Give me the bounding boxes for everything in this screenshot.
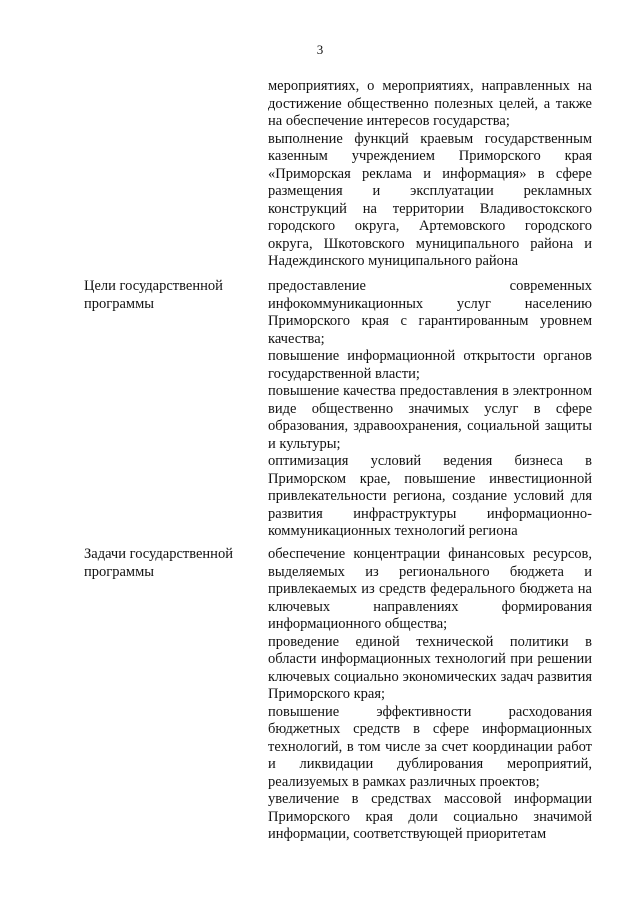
- row-content: [268, 78, 592, 271]
- row-content: [268, 546, 592, 844]
- content-paragraph: выполнение функций краевым государственным казенным учреждением Приморского края «Приморская реклама и информация» в сфере размещения и эксплуатации рекламных конструкций на территории Владивостокского городского округа, Артемовского городского округа, Шкотовского муниципального района и Надеждинского муниципального района: [268, 130, 592, 269]
- content-paragraph: обеспечение концентрации финансовых ресурсов, выделяемых из регионального бюджета и привлекаемых из средств федерального бюджета на ключевых направлениях формирования информационного общества;: [268, 546, 592, 632]
- content-paragraph: увеличение в средствах массовой информации Приморского края доли социально значимой информации, соответствующей приоритетам: [268, 791, 592, 842]
- page-number: 3: [316, 42, 324, 57]
- content-paragraph: повышение качества предоставления в электронном виде общественно значимых услуг в сфере образования, здравоохранения, социальной защиты и культуры;: [268, 383, 592, 452]
- row-content: [268, 278, 592, 541]
- content-paragraph: мероприятиях, о мероприятиях, направленных на достижение общественно полезных целей, а также на обеспечение интересов государства;: [268, 78, 592, 129]
- content-paragraph: повышение информационной открытости органов государственной власти;: [268, 348, 592, 382]
- row-label: Цели государственной программы: [84, 278, 223, 312]
- row-label: Задачи государственной программы: [84, 546, 233, 580]
- content-paragraph: предоставление современных инфокоммуникационных услуг населению Приморского края с гарантированным уровнем качества;: [268, 278, 592, 347]
- content-paragraph: повышение эффективности расходования бюджетных средств в сфере информационных технологий, в том числе за счет координации работ и ликвидации дублирования мероприятий, реализуемых в рамках различных проектов;: [268, 703, 592, 790]
- content-paragraph: проведение единой технической политики в области информационных технологий при решении ключевых социально экономических задач развития Приморского края;: [268, 633, 592, 702]
- content-paragraph: оптимизация условий ведения бизнеса в Приморском крае, повышение инвестиционной привлекательности региона, создание условий для развития инфраструктуры информационно-коммуникационных технологий региона: [268, 453, 592, 539]
